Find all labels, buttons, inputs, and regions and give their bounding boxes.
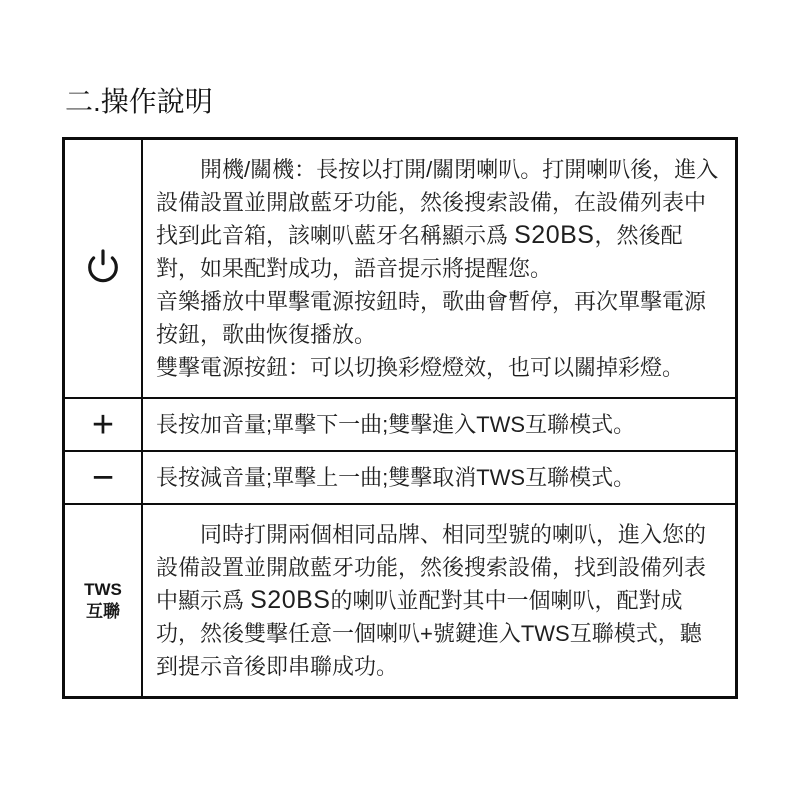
power-pairing-paragraph bbox=[156, 153, 723, 285]
tws-link-label bbox=[67, 579, 139, 623]
volume-up-instructions-cell bbox=[142, 398, 737, 451]
tws-pairing-paragraph bbox=[156, 518, 723, 683]
model-name: S20BS bbox=[250, 586, 331, 614]
tws-label-line1: TWS bbox=[84, 579, 122, 599]
volume-down-button-cell bbox=[64, 451, 143, 504]
power-doubleclick-paragraph: 雙擊電源按鈕：可以切換彩燈燈效，也可以關掉彩燈。 bbox=[156, 355, 685, 380]
power-playpause-paragraph: 音樂播放中單擊電源按鈕時，歌曲會暫停，再次單擊電源按鈕，歌曲恢復播放。 bbox=[156, 289, 707, 347]
volume-down-instructions-cell bbox=[142, 451, 737, 504]
minus-icon: − bbox=[91, 456, 115, 499]
instruction-text: 的喇叭並配對其中一個喇叭，配對成功，然後雙擊任意一個喇叭+號鍵進入TWS互聯模式，聽到提示音後即串聯成功。 bbox=[156, 588, 702, 679]
power-button-cell bbox=[64, 139, 143, 399]
instruction-text: 開機/關機：長按以打開/關閉喇叭。打開喇叭後，進入設備設置並開啟藍牙功能，然後搜索設備，在設備列表中找到此音箱，該喇叭藍牙名稱顯示爲 bbox=[156, 157, 719, 248]
tws-label-line2: 互聯 bbox=[86, 601, 120, 621]
power-instructions-cell bbox=[142, 139, 737, 399]
plus-icon: + bbox=[91, 403, 115, 446]
tws-instructions-cell bbox=[142, 504, 737, 698]
volume-down-paragraph: 長按減音量;單擊上一曲;雙擊取消TWS互聯模式。 bbox=[156, 465, 636, 490]
page-title: 二.操作說明 bbox=[65, 86, 213, 117]
model-name: S20BS bbox=[514, 221, 595, 249]
operation-table bbox=[62, 137, 738, 699]
table-row-volume-up bbox=[64, 398, 737, 451]
instruction-text: ，然後配對，如果配對成功，語音提示將提醒您。 bbox=[156, 223, 683, 281]
instruction-text: 同時打開兩個相同品牌、相同型號的喇叭，進入您的設備設置並開啟藍牙功能，然後搜索設備，找到設備列表中顯示爲 bbox=[156, 522, 707, 613]
tws-label-cell bbox=[64, 504, 143, 698]
volume-up-paragraph: 長按加音量;單擊下一曲;雙擊進入TWS互聯模式。 bbox=[156, 412, 636, 437]
table-row-tws bbox=[64, 504, 737, 698]
table-row-power bbox=[64, 139, 737, 399]
volume-up-button-cell bbox=[64, 398, 143, 451]
power-icon bbox=[84, 247, 122, 290]
table-row-volume-down bbox=[64, 451, 737, 504]
